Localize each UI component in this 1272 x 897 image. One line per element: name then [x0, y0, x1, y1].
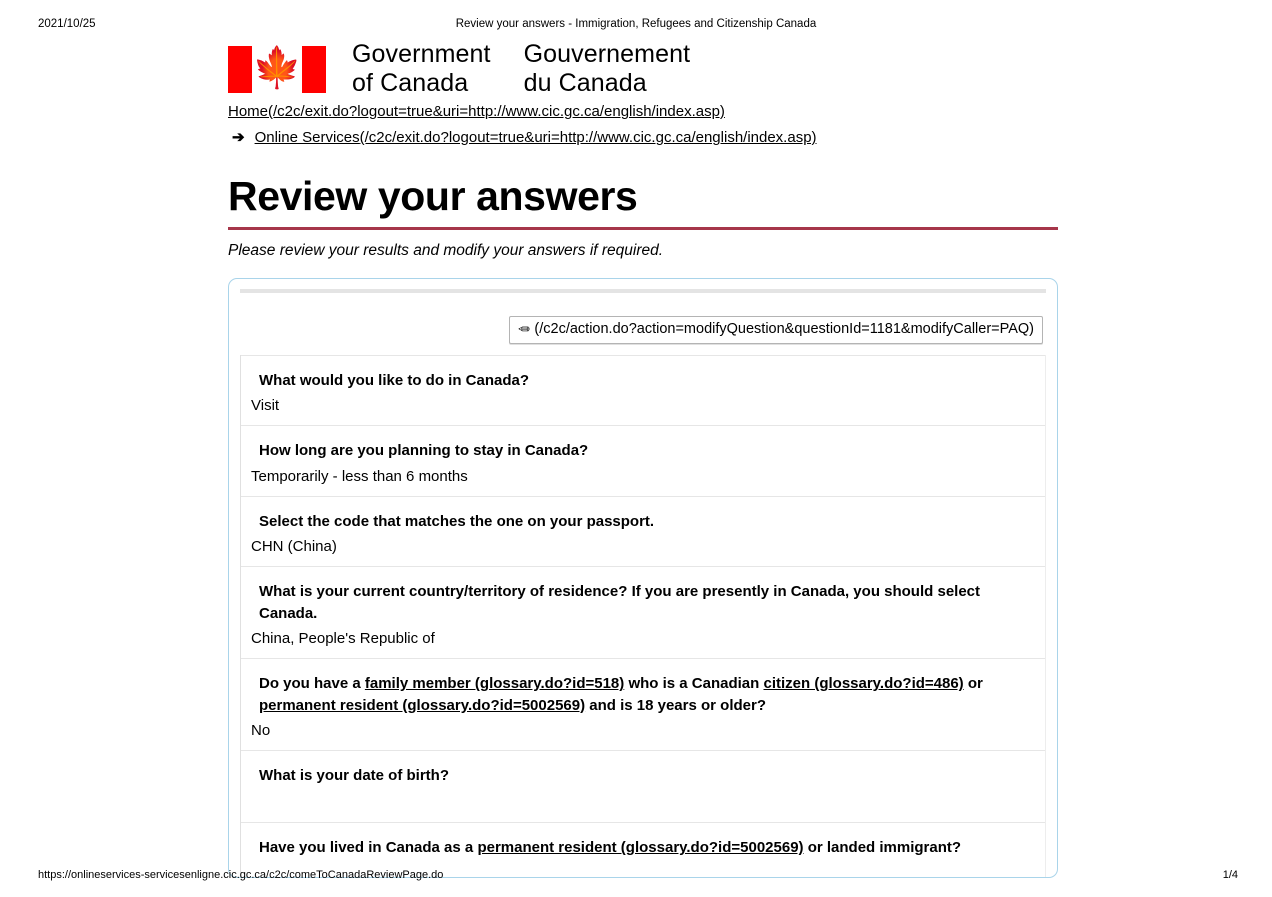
title-divider	[228, 227, 1058, 230]
question-row	[241, 496, 1045, 567]
print-document-title: Review your answers - Immigration, Refugees and Citizenship Canada	[455, 18, 817, 30]
breadcrumb	[228, 100, 1058, 150]
answer-text: No	[251, 721, 271, 739]
question-text-segment: How long are you planning to stay in Canada?	[259, 442, 589, 460]
question-text-segment: What would you like to do in Canada?	[259, 371, 529, 389]
answer-text: China, People's Republic of	[251, 629, 435, 647]
wordmark-french-line1: Gouvernement	[523, 39, 691, 68]
answers-panel	[228, 278, 1058, 878]
pencil-icon: ✏	[517, 321, 530, 338]
wordmark-english	[352, 40, 491, 99]
footer-url: https://onlineservices-servicesenligne.cic.gc.ca/c2c/comeToCanadaReviewPage.do	[38, 869, 444, 881]
flag-right-band	[302, 46, 326, 93]
modify-question-label: (/c2c/action.do?action=modifyQuestion&questionId=1181&modifyCaller=PAQ)	[534, 320, 1034, 337]
breadcrumb-home-url[interactable]: (/c2c/exit.do?logout=true&uri=http://www.cic.gc.ca/english/index.asp)	[268, 103, 725, 120]
print-footer	[0, 869, 1272, 885]
breadcrumb-online-services-label[interactable]: Online Services	[254, 129, 360, 147]
question-text	[241, 511, 1045, 532]
maple-leaf-icon: 🍁	[252, 46, 302, 90]
question-row	[241, 425, 1045, 496]
wordmark-french	[524, 40, 691, 99]
question-text	[241, 581, 1045, 624]
glossary-link[interactable]: family member (glossary.do?id=518)	[364, 675, 625, 693]
question-row	[241, 566, 1045, 658]
page-content	[228, 39, 1058, 878]
question-text	[241, 440, 1045, 461]
arrow-right-icon: ➔	[232, 129, 245, 147]
page-title: Review your answers	[228, 172, 638, 219]
wordmark-text	[352, 40, 690, 99]
question-text-segment: or landed immigrant?	[803, 839, 962, 857]
question-text-segment: What is your current country/territory of residence? If you are presently in Canada, you should select Canada.	[259, 583, 981, 622]
wordmark-english-line1: Government	[352, 39, 491, 68]
question-text	[241, 370, 1045, 391]
flag-left-band	[228, 46, 252, 93]
question-text	[241, 673, 1045, 716]
print-date: 2021/10/25	[38, 18, 96, 30]
flag-center	[252, 46, 302, 93]
breadcrumb-home-label[interactable]: Home	[228, 103, 269, 120]
modify-question-button[interactable]	[509, 316, 1043, 344]
page-lead-text: Please review your results and modify your answers if required.	[228, 241, 664, 259]
footer-page-number: 1/4	[1222, 869, 1238, 881]
question-text-segment: Do you have a	[259, 675, 365, 693]
answer-text: Visit	[251, 396, 280, 414]
breadcrumb-home[interactable]	[228, 100, 1058, 123]
wordmark-french-line2: du Canada	[523, 69, 647, 97]
answer-text: Temporarily - less than 6 months	[251, 467, 468, 485]
question-text-segment: What is your date of birth?	[259, 767, 449, 785]
modify-button-row	[240, 316, 1046, 344]
question-row	[241, 750, 1045, 822]
answer-text: CHN (China)	[251, 538, 337, 556]
question-row	[241, 658, 1045, 750]
glossary-link[interactable]: permanent resident (glossary.do?id=5002569)	[259, 696, 586, 714]
question-text-segment: or	[963, 675, 983, 693]
government-of-canada-wordmark	[228, 39, 1058, 97]
breadcrumb-online-services[interactable]	[228, 126, 1058, 149]
questions-list	[240, 355, 1046, 878]
question-text	[241, 837, 1045, 858]
question-text-segment: Have you lived in Canada as a	[259, 839, 478, 857]
question-text-segment: who is a Canadian	[624, 675, 764, 693]
question-text	[241, 765, 1045, 786]
breadcrumb-online-services-url[interactable]: (/c2c/exit.do?logout=true&uri=http://www.cic.gc.ca/english/index.asp)	[359, 129, 817, 147]
print-header	[0, 18, 1272, 34]
glossary-link[interactable]: permanent resident (glossary.do?id=5002569)	[477, 839, 804, 857]
wordmark-english-line2: of Canada	[352, 69, 469, 97]
glossary-link[interactable]: citizen (glossary.do?id=486)	[763, 675, 964, 693]
panel-top-bar	[240, 289, 1046, 293]
question-text-segment: and is 18 years or older?	[585, 696, 767, 714]
question-text-segment: Select the code that matches the one on your passport.	[259, 512, 655, 530]
question-row	[241, 355, 1045, 426]
canada-flag-icon	[228, 46, 322, 93]
